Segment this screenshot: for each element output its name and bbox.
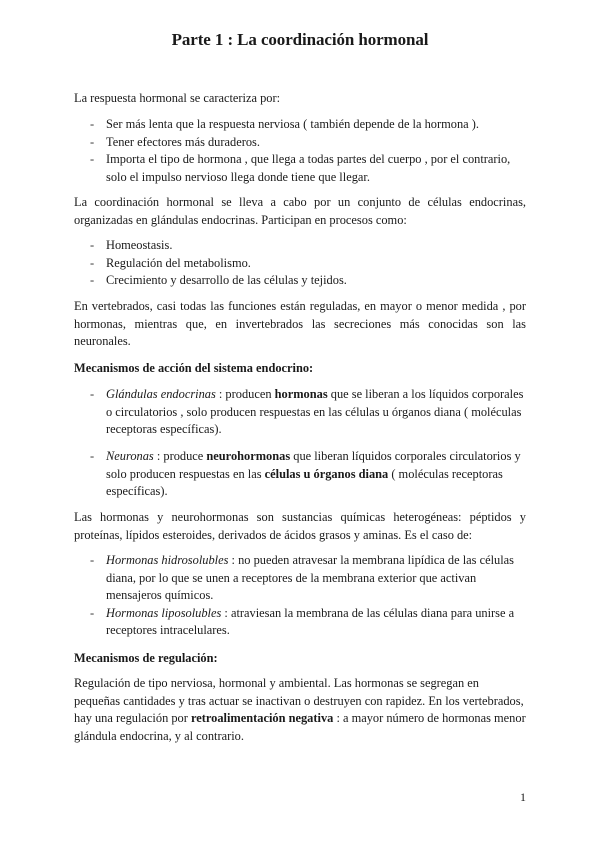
section-heading-mechanisms: Mecanismos de acción del sistema endocrino: bbox=[74, 361, 314, 375]
list-item-neuronas: - Neuronas : produce neurohormonas que liberan líquidos corporales circulatorios y solo producen respuestas en las células u órganos diana ( moléculas receptoras específicas). bbox=[90, 448, 526, 501]
list-item: - Homeostasis. bbox=[90, 237, 526, 255]
list-item: - Crecimiento y desarrollo de las células y tejidos. bbox=[90, 272, 526, 290]
list-item: - Tener efectores más duraderos. bbox=[90, 134, 526, 152]
intro-paragraph: La respuesta hormonal se caracteriza por: bbox=[74, 91, 281, 105]
term: Hormonas hidrosolubles bbox=[106, 553, 229, 567]
mechanisms-list bbox=[90, 386, 526, 439]
list-item-hidrosolubles: - Hormonas hidrosolubles : no pueden atravesar la membrana lipídica de las células diana, por lo que se unen a receptores de la membrana exterior que activan mensajeros químicos. bbox=[90, 552, 526, 605]
list-item: - Regulación del metabolismo. bbox=[90, 255, 526, 273]
term: Hormonas liposolubles bbox=[106, 605, 222, 620]
regulation-paragraph: Regulación de tipo nerviosa, hormonal y ambiental. Las hormonas se segregan en pequeñas cantidades y tras actuar se inactivan o destruyen con rapidez. En los vertebrados, hay una regulación por retroalimentación negativa : a mayor número de hormonas menor glándula endocrina, y al contrario. bbox=[74, 676, 526, 743]
characteristics-list bbox=[90, 116, 526, 186]
term: Neuronas bbox=[106, 449, 154, 463]
page-title: Parte 1 : La coordinación hormonal bbox=[171, 30, 429, 49]
list-item-glandulas: - Glándulas endocrinas : producen hormonas que se liberan a los líquidos corporales o circulatorios , solo producen respuestas en las células u órganos diana ( moléculas receptoras específicas). bbox=[90, 386, 526, 439]
list-item-liposolubles: - Hormonas liposolubles : atraviesan la membrana de las células diana para unirse a receptores intracelulares. bbox=[90, 605, 526, 640]
list-item: - Ser más lenta que la respuesta nerviosa ( también depende de la hormona ). bbox=[90, 116, 526, 134]
vertebrates-paragraph: En vertebrados, casi todas las funciones están reguladas, en mayor o menor medida , por hormonas, mientras que, en invertebrados las secreciones más conocidas son las neuronales. bbox=[74, 299, 526, 348]
hormones-paragraph: Las hormonas y neurohormonas son sustancias químicas heterogéneas: péptidos y proteínas, lípidos esteroides, derivados de ácidos grasos y aminas. Es el caso de: bbox=[74, 510, 526, 542]
processes-list bbox=[90, 237, 526, 290]
section-heading-regulation: Mecanismos de regulación: bbox=[74, 651, 218, 665]
term: Glándulas endocrinas bbox=[106, 387, 216, 401]
coordination-paragraph: La coordinación hormonal se lleva a cabo por un conjunto de células endocrinas, organizadas en glándulas endocrinas. Participan en procesos como: bbox=[74, 195, 526, 227]
mechanisms-list-2 bbox=[90, 448, 526, 501]
list-item: - Importa el tipo de hormona , que llega a todas partes del cuerpo , por el contrario, solo el impulso nervioso llega donde tiene que llegar. bbox=[90, 151, 526, 186]
hormone-types-list bbox=[90, 552, 526, 640]
page-number: 1 bbox=[520, 790, 526, 804]
